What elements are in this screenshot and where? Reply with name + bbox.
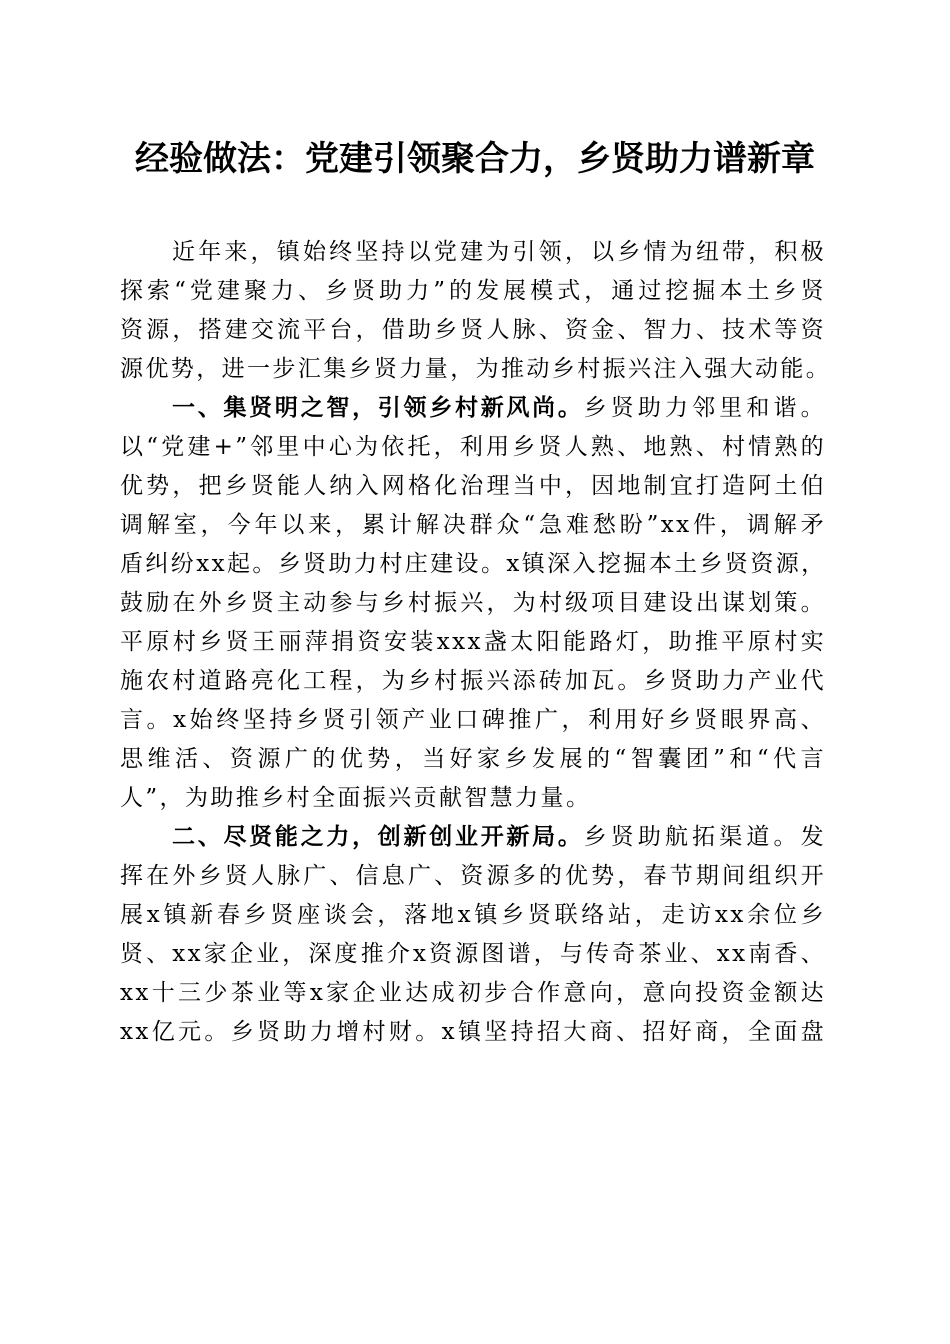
text-line: 调解室，今年以来，累计解决群众“急难愁盼”xx件，调解矛 (120, 512, 826, 538)
section-heading: 一、集贤明之智，引领乡村新风尚。 (172, 395, 584, 421)
text-line: 言。x始终坚持乡贤引领产业口碑推广，利用好乡贤眼界高、 (120, 707, 826, 733)
text-run: 乡贤助航拓渠道。发 (583, 824, 826, 850)
text-line: 盾纠纷xx起。乡贤助力村庄建设。x镇深入挖掘本土乡贤资源， (120, 551, 827, 577)
text-line: 优势，把乡贤能人纳入网格化治理当中，因地制宜打造阿土伯 (120, 473, 826, 499)
text-line: 施农村道路亮化工程，为乡村振兴添砖加瓦。乡贤助力产业代 (120, 668, 826, 694)
text-line: 人”，为助推乡村全面振兴贡献智慧力量。 (120, 785, 592, 811)
text-line: xx亿元。乡贤助力增村财。x镇坚持招大商、招好商，全面盘 (120, 1019, 826, 1045)
text-line: 挥在外乡贤人脉广、信息广、资源多的优势，春节期间组织开 (120, 863, 826, 889)
paragraph-section-1 (120, 389, 826, 818)
section-heading: 二、尽贤能之力，创新创业开新局。 (172, 824, 584, 850)
document-body (120, 233, 832, 1052)
text-line: 源优势，进一步汇集乡贤力量，为推动乡村振兴注入强大动能。 (120, 356, 832, 382)
text-line: 资源，搭建交流平台，借助乡贤人脉、资金、智力、技术等资 (120, 317, 826, 343)
text-line: 平原村乡贤王丽萍捐资安装xxx盏太阳能路灯，助推平原村实 (120, 629, 826, 655)
text-line: 近年来，镇始终坚持以党建为引领，以乡情为纽带，积极 (172, 239, 826, 265)
text-line (120, 389, 826, 428)
text-line: xx十三少茶业等x家企业达成初步合作意向，意向投资金额达 (120, 980, 826, 1006)
document-title: 经验做法：党建引领聚合力，乡贤助力谱新章 (135, 139, 815, 179)
text-line (120, 818, 826, 857)
paragraph-section-2 (120, 818, 826, 1052)
text-line: 鼓励在外乡贤主动参与乡村振兴，为村级项目建设出谋划策。 (120, 590, 826, 616)
text-line: 思维活、资源广的优势，当好家乡发展的“智囊团”和“代言 (120, 746, 826, 772)
text-line: 以“党建+”邻里中心为依托，利用乡贤人熟、地熟、村情熟的 (120, 434, 826, 460)
paragraph-intro (120, 233, 832, 389)
text-line: 展x镇新春乡贤座谈会，落地x镇乡贤联络站，走访xx余位乡 (120, 902, 826, 928)
text-run: 乡贤助力邻里和谐。 (583, 395, 826, 421)
text-line: 探索“党建聚力、乡贤助力”的发展模式，通过挖掘本土乡贤 (120, 278, 826, 304)
text-line: 贤、xx家企业，深度推介x资源图谱，与传奇茶业、xx南香、 (120, 941, 826, 967)
